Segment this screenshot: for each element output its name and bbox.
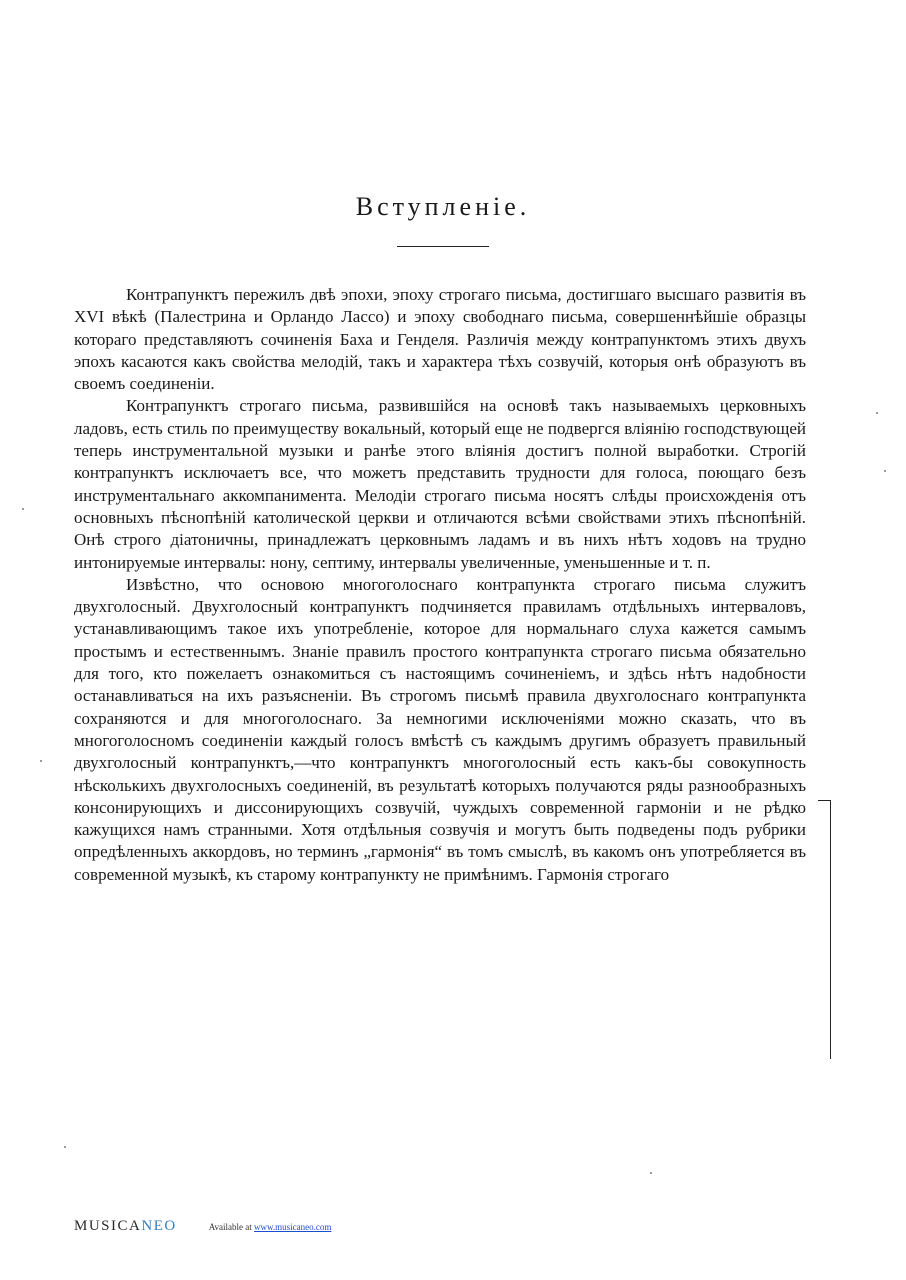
musicaneo-logo: MUSICANEO: [74, 1218, 177, 1234]
scan-speck: [22, 508, 24, 510]
paragraph-3: Извѣстно, что основою многоголоснаго контрапункта строгаго письма служитъ двухголосный. Двухголосный контрапунктъ подчиняется правиламъ отдѣльныхъ интерваловъ, устанавливающимъ такое ихъ употребленіе, которое для нормальнаго слуха кажется самымъ простымъ и естественнымъ. Знаніе правилъ простого контрапункта строгаго письма обязательно для того, кто пожелаетъ ознакомиться съ настоящимъ сочиненіемъ, и здѣсь нѣтъ надобности останавливаться на ихъ разъясненіи. Въ строгомъ письмѣ правила двухголоснаго контрапункта сохраняются и для многоголоснаго. За немногими исключеніями можно сказать, что въ многоголосномъ соединеніи каждый голосъ вмѣстѣ съ каждымъ другимъ образуетъ правильный двухголосный контрапунктъ,—что контрапунктъ многоголосный есть какъ-бы совокупность нѣсколькихъ двухголосныхъ соединеній, въ результатѣ которыхъ получаются ряды разнообразныхъ консонирующихъ и диссонирующихъ созвучій, чуждыхъ современной гармоніи и не рѣдко кажущихся намъ странными. Хотя отдѣльныя созвучія и могутъ быть подведены подъ рубрики опредѣленныхъ аккордовъ, но терминъ „гармонія“ въ томъ смыслѣ, въ какомъ онъ употребляется въ современной музыкѣ, къ старому контрапункту не примѣнимъ. Гармонія строгаго: [74, 574, 806, 884]
title-divider: [397, 246, 489, 247]
paragraph-2: Контрапунктъ строгаго письма, развившійся на основѣ такъ называемыхъ церковныхъ ладовъ, есть стиль по преимуществу вокальный, который еще не подвергся вліянію господствующей теперь инструментальной музыки и ранѣе этого вліянія достигъ полной выработки. Строгій контрапунктъ исключаетъ все, что можетъ представить трудности для голоса, поющаго безъ инструментальнаго аккомпанимента. Мелодіи строгаго письма носятъ слѣды происхожденія отъ основныхъ пѣснопѣній католической церкви и отличаются всѣми свойствами этихъ пѣснопѣній. Онѣ строго діатоничны, принадлежатъ церковнымъ ладамъ и въ нихъ нѣтъ ходовъ на трудно интонируемые интервалы: нону, септиму, интервалы увеличенные, уменьшенные и т. п.: [74, 396, 806, 572]
scan-speck: [876, 412, 878, 414]
scan-speck: [40, 760, 42, 762]
scan-speck: [884, 470, 886, 472]
footer: [74, 1218, 331, 1238]
paragraph-1: Контрапунктъ пережилъ двѣ эпохи, эпоху строгаго письма, достигшаго высшаго развитія въ XVI вѣкѣ (Палестрина и Орландо Лассо) и эпоху свободнаго письма, совершеннѣйшіе образцы котораго представляютъ сочиненія Баха и Генделя. Различія между контрапунктомъ этихъ двухъ эпохъ касаются какъ свойства мелодій, такъ и характера тѣхъ созвучій, которыя онѣ образуютъ въ своемъ соединеніи.: [74, 285, 806, 394]
body-text: [74, 284, 806, 886]
margin-bracket-mark: [818, 800, 831, 1059]
website-link[interactable]: www.musicaneo.com: [254, 1222, 332, 1232]
page-title: Вступленіе.: [355, 192, 531, 221]
availability-note: Available at www.musicaneo.com: [208, 1222, 332, 1232]
scan-speck: [650, 1172, 652, 1174]
scan-speck: [64, 1146, 66, 1148]
